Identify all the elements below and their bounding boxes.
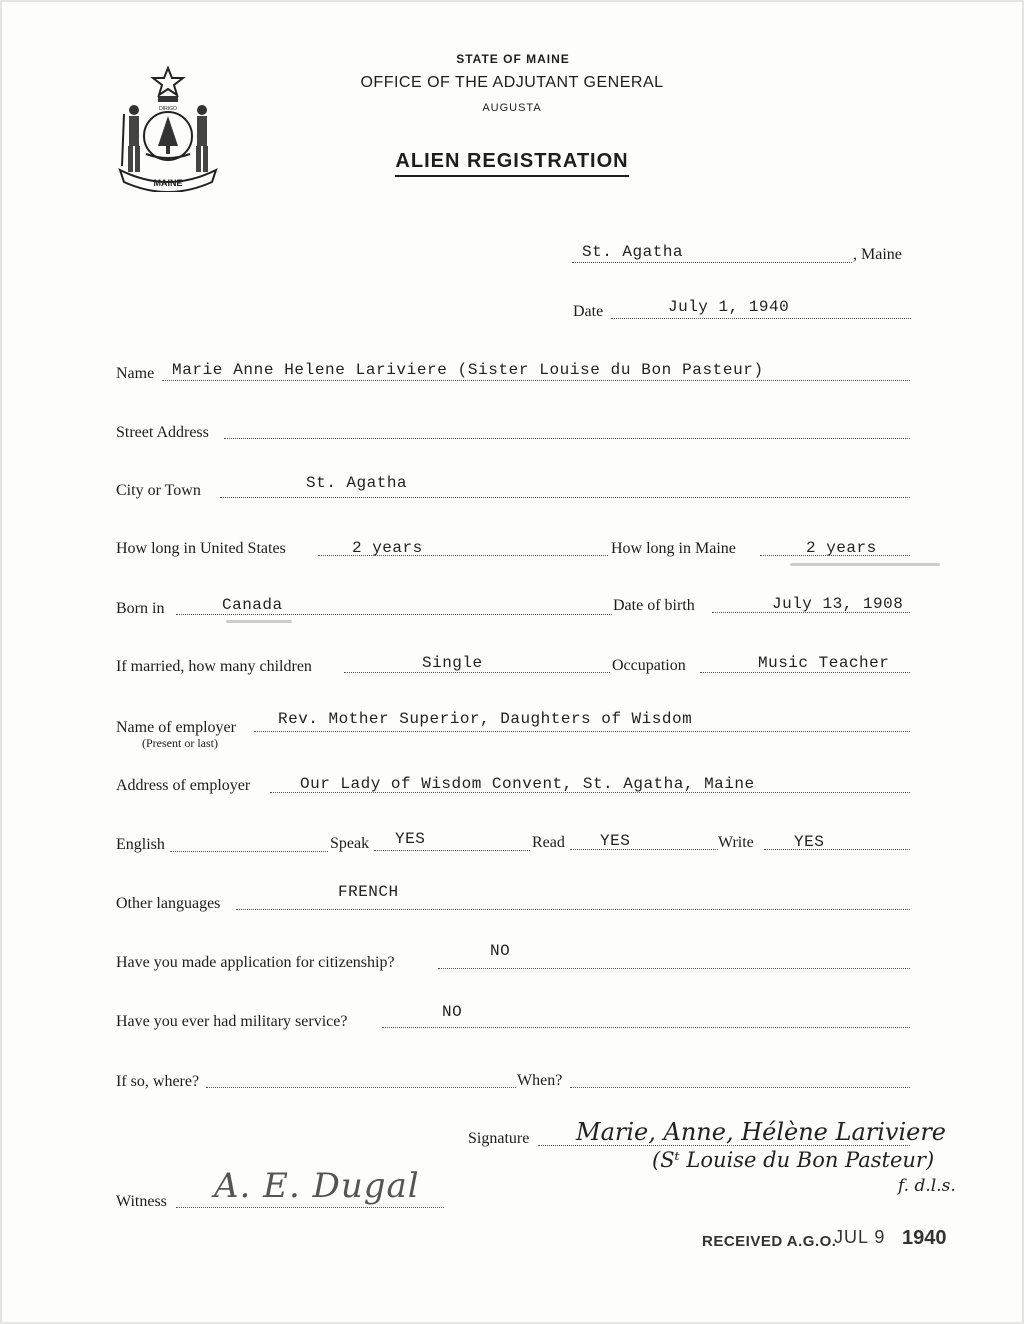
occupation-label: Occupation: [612, 657, 686, 674]
speak-line: [374, 850, 530, 851]
date-value: July 1, 1940: [668, 298, 790, 316]
town-value: St. Agatha: [582, 243, 684, 261]
maine-duration-label: How long in Maine: [611, 540, 736, 557]
form-title-text: ALIEN REGISTRATION: [395, 150, 628, 177]
street-label: Street Address: [116, 424, 209, 441]
signature-line-1: Marie, Anne, Hélène Lariviere: [576, 1118, 947, 1146]
ink-smear: [790, 563, 940, 566]
employer-line: [254, 731, 910, 732]
employer-label: Name of employer: [116, 719, 236, 736]
speak-value: YES: [395, 830, 426, 848]
citizenship-line: [438, 968, 910, 969]
date-label: Date: [573, 303, 604, 320]
seal-banner-text: MAINE: [153, 178, 183, 188]
form-title: [0, 150, 1024, 173]
signature-line-2: (Sᵗ Louise du Bon Pasteur): [652, 1148, 935, 1172]
received-stamp-year: 1940: [902, 1227, 947, 1249]
us-duration-value: 2 years: [352, 539, 423, 557]
write-label: Write: [718, 834, 754, 851]
ink-smear-2: [226, 620, 292, 623]
seal-motto-text: DIRIGO: [159, 106, 177, 112]
occupation-value: Music Teacher: [758, 654, 890, 672]
town-line: [572, 262, 852, 263]
military-label: Have you ever had military service?: [116, 1013, 348, 1030]
state-suffix: , Maine: [853, 246, 902, 263]
employer-address-label: Address of employer: [116, 777, 251, 794]
header-state: STATE OF MAINE: [456, 52, 570, 66]
signature-label: Signature: [468, 1130, 530, 1147]
citizenship-value: NO: [490, 942, 511, 960]
read-value: YES: [600, 832, 631, 850]
military-line: [382, 1027, 910, 1028]
name-value: Marie Anne Helene Lariviere (Sister Louise du Bon Pasteur): [172, 361, 764, 379]
maine-duration-value: 2 years: [806, 539, 877, 557]
street-line: [224, 438, 910, 439]
read-label: Read: [532, 834, 565, 851]
other-languages-line: [236, 909, 910, 910]
children-value: Single: [422, 654, 483, 672]
employer-value: Rev. Mother Superior, Daughters of Wisdom: [278, 710, 693, 728]
birthplace-label: Born in: [116, 600, 165, 617]
citizenship-label: Have you made application for citizenship?: [116, 954, 395, 971]
other-languages-value: FRENCH: [338, 883, 399, 901]
children-label: If married, how many children: [116, 658, 312, 675]
birthplace-value: Canada: [222, 596, 283, 614]
employer-address-value: Our Lady of Wisdom Convent, St. Agatha, Maine: [300, 775, 755, 793]
write-line: [764, 849, 910, 850]
name-label: Name: [116, 365, 155, 382]
where-label: If so, where?: [116, 1073, 200, 1090]
when-line: [570, 1087, 910, 1088]
us-duration-label: How long in United States: [116, 540, 286, 557]
where-line: [206, 1087, 516, 1088]
header-city: AUGUSTA: [482, 102, 542, 114]
header-office: OFFICE OF THE ADJUTANT GENERAL: [360, 74, 664, 91]
english-label: English: [116, 836, 165, 853]
received-stamp-date: JUL 9: [834, 1227, 886, 1247]
date-line: [611, 318, 911, 319]
military-value: NO: [442, 1003, 463, 1021]
dob-value: July 13, 1908: [772, 595, 904, 613]
city-value: St. Agatha: [306, 474, 408, 492]
when-label: When?: [517, 1072, 563, 1089]
occupation-line: [700, 672, 910, 673]
witness-line: [176, 1207, 444, 1208]
employer-sublabel: (Present or last): [142, 736, 218, 750]
read-line: [570, 849, 718, 850]
other-languages-label: Other languages: [116, 895, 221, 912]
witness-label: Witness: [116, 1193, 167, 1210]
speak-label: Speak: [330, 835, 370, 852]
english-line: [170, 851, 328, 852]
write-value: YES: [794, 833, 825, 851]
witness-signature: A. E. Dugal: [214, 1166, 420, 1206]
birthplace-line: [176, 614, 612, 615]
children-line: [344, 672, 610, 673]
dob-label: Date of birth: [613, 597, 695, 614]
city-label: City or Town: [116, 482, 201, 499]
signature-line-3: f. d.l.s.: [898, 1176, 956, 1196]
city-line: [220, 497, 910, 498]
received-stamp-text: RECEIVED A.G.O.: [702, 1233, 837, 1250]
name-line: [162, 380, 910, 381]
